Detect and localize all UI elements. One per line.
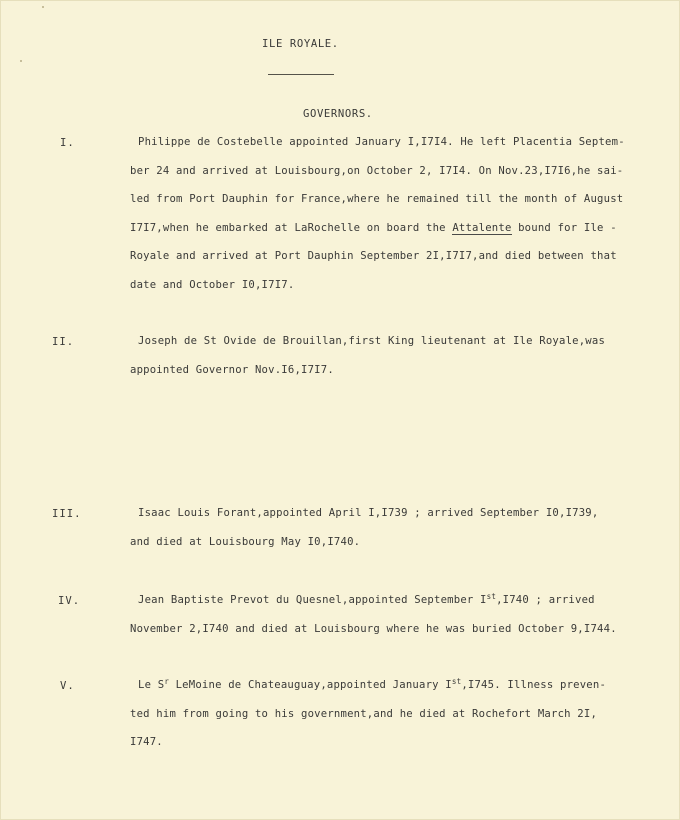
entry-line: ted him from going to his government,and he died at Rochefort March 2I,: [130, 707, 598, 720]
entry-text: [130, 137, 670, 308]
entry-line: Isaac Louis Forant,appointed April I,I739 ; arrived September I0,I739,: [138, 507, 599, 519]
entry-numeral: V.: [60, 680, 75, 692]
superscript: st: [451, 677, 462, 686]
entry-numeral: III.: [52, 508, 82, 520]
title-underline: [268, 74, 334, 75]
entry-line: and died at Louisbourg May I0,I740.: [130, 535, 361, 548]
entry-line: Philippe de Costebelle appointed January I,I7I4. He left Placentia Septem-: [138, 136, 625, 148]
entry-line: November 2,I740 and died at Louisbourg where he was buried October 9,I744.: [130, 622, 617, 635]
entry-line: I7I7,when he embarked at LaRochelle on board the Attalente bound for Ile -: [130, 221, 617, 234]
entry-line: appointed Governor Nov.I6,I7I7.: [130, 363, 334, 376]
entry-text: [130, 592, 670, 652]
entry-numeral: II.: [52, 336, 75, 348]
document-title: ILE ROYALE.: [262, 38, 339, 50]
entry-line: led from Port Dauphin for France,where he remained till the month of August: [130, 193, 624, 205]
entry-text: [130, 508, 670, 565]
entry-line-part: Le S: [138, 679, 165, 691]
paper-speck: [20, 60, 22, 62]
entry-line: [130, 592, 670, 624]
entry-line: [130, 677, 670, 709]
entry-text: [130, 336, 670, 393]
superscript: st: [486, 592, 497, 601]
entry-line: Joseph de St Ovide de Brouillan,first King lieutenant at Ile Royale,was: [138, 335, 606, 347]
entry-line: Royale and arrived at Port Dauphin September 2I,I7I7,and died between that: [130, 250, 617, 262]
superscript: r: [164, 677, 170, 686]
entry-line-part: Jean Baptiste Prevot du Quesnel,appointed September I: [138, 594, 487, 606]
entry-line: date and October I0,I7I7.: [130, 278, 295, 291]
entry-numeral: I.: [60, 137, 75, 149]
entry-line: ber 24 and arrived at Louisbourg,on October 2, I7I4. On Nov.23,I7I6,he sai-: [130, 164, 624, 177]
entry-line-part: ,I740 ; arrived: [496, 594, 595, 606]
entry-line-part: ,I745. Illness preven-: [461, 679, 607, 691]
ship-name: Attalente: [452, 221, 512, 234]
entry-line-part: LeMoine de Chateauguay,appointed January I: [169, 679, 452, 691]
entry-text: [130, 677, 670, 766]
entry-line: I747.: [130, 736, 163, 748]
entry-numeral: IV.: [58, 595, 81, 607]
paper-speck: [42, 6, 44, 8]
section-heading: GOVERNORS.: [303, 108, 373, 120]
